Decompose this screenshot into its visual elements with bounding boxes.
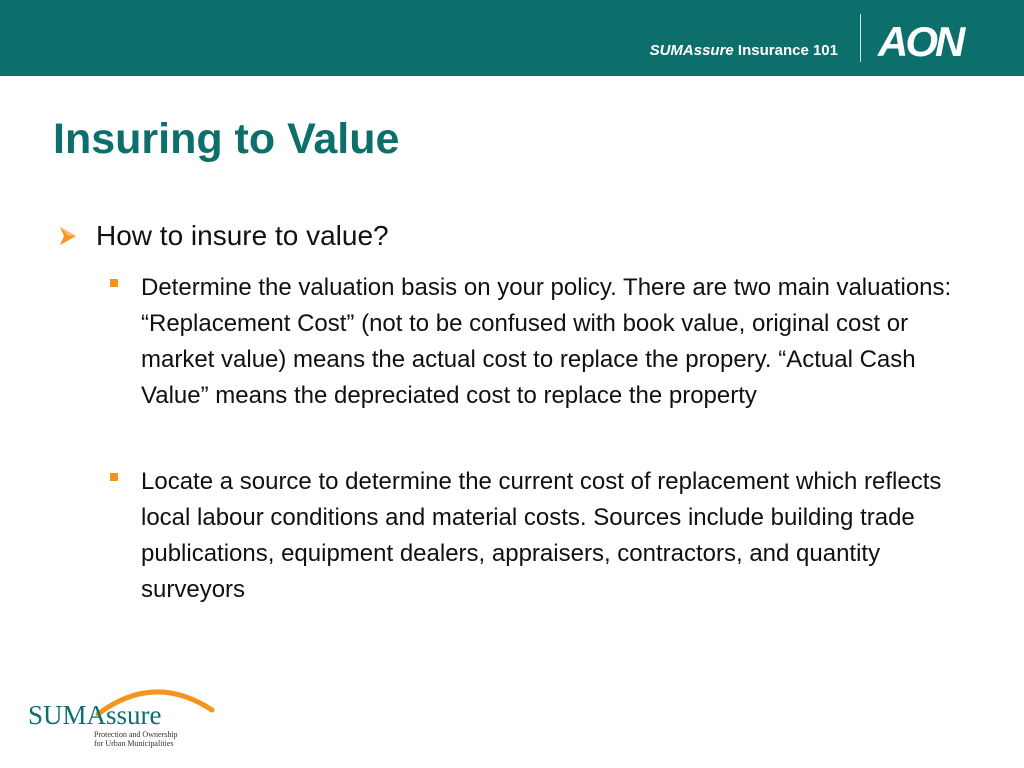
header-divider bbox=[860, 14, 861, 62]
page-title: Insuring to Value bbox=[53, 115, 400, 163]
sub-bullet-text: Determine the valuation basis on your policy. There are two main valuations: “Replacement Cost” (not to be confused with book value, original cost or market value) means the actual cost to replace the propery. “Actual Cash Value” means the depreciated cost to replace the property bbox=[141, 274, 952, 409]
sumassure-logo bbox=[24, 676, 214, 752]
header-title bbox=[650, 42, 838, 59]
sumassure-tagline-2: for Urban Municipalities bbox=[94, 739, 174, 748]
sumassure-tagline-1: Protection and Ownership bbox=[94, 730, 178, 739]
square-bullet-icon bbox=[110, 279, 118, 287]
square-bullet-icon bbox=[110, 473, 118, 481]
header-title-suffix: Insurance 101 bbox=[733, 42, 838, 59]
sub-bullet-text: Locate a source to determine the current cost of replacement which reflects local labour conditions and material costs. Sources include building trade publications, equipment dealers, appraisers, contractors, and quantity surveyors bbox=[141, 468, 942, 603]
sumassure-wordmark: SUMAssure bbox=[28, 700, 162, 730]
arrow-bullet-icon bbox=[58, 225, 78, 247]
sub-bullet-item bbox=[110, 270, 970, 414]
sub-bullet-item bbox=[110, 464, 970, 608]
header-brand: SUMAssure bbox=[649, 42, 734, 59]
aon-logo-text: AON bbox=[878, 18, 963, 62]
aon-logo-icon bbox=[876, 16, 974, 62]
bullet-main-text: How to insure to value? bbox=[96, 220, 389, 251]
sumassure-tagline bbox=[94, 730, 178, 748]
header-bar bbox=[0, 0, 1024, 76]
aon-logo bbox=[876, 16, 974, 62]
